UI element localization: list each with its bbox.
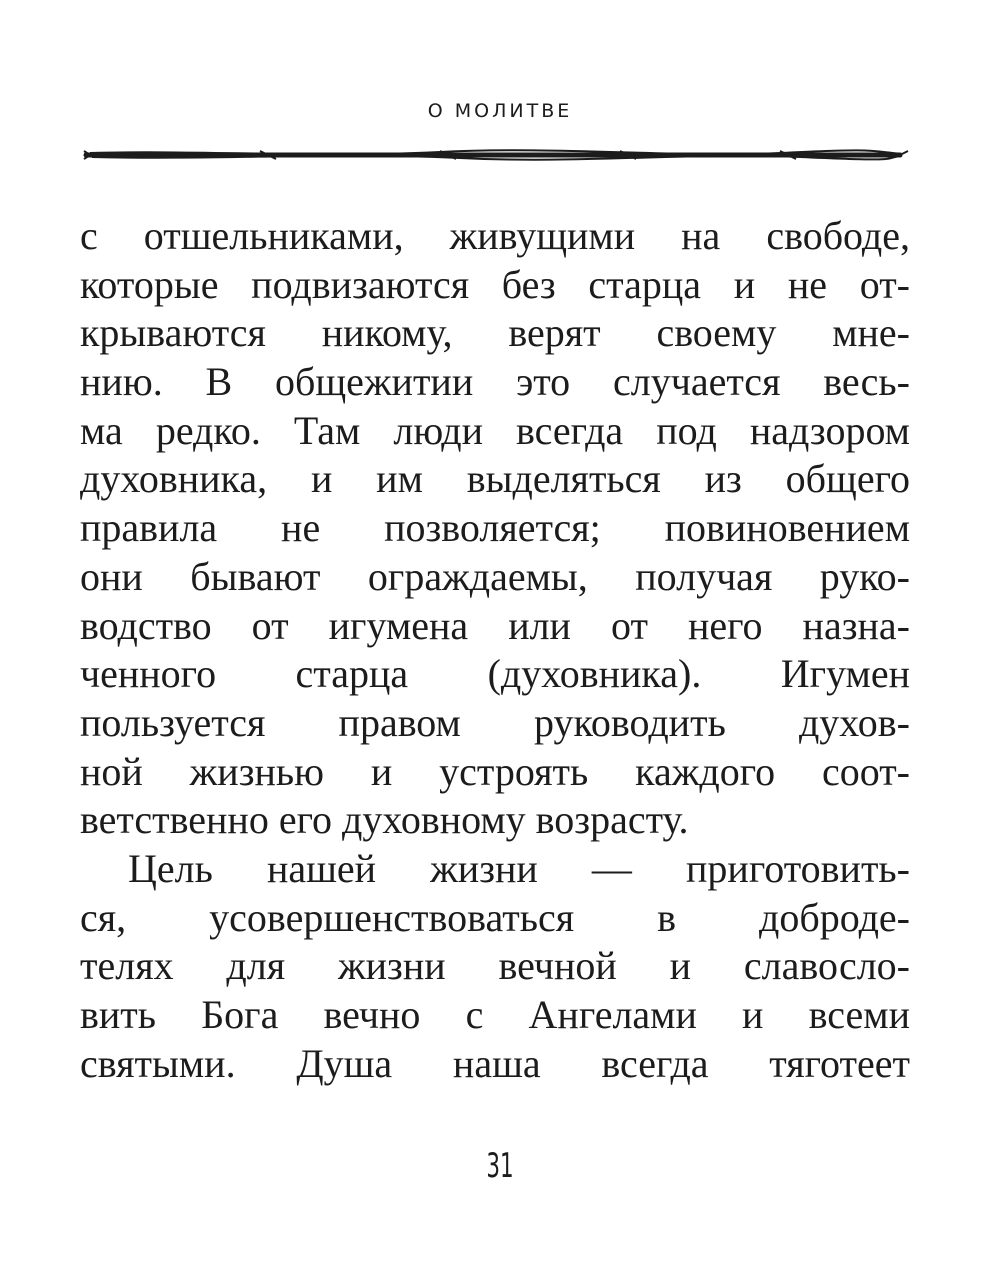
text-line: телях для жизни вечной и славосло- <box>80 943 910 989</box>
text-line: духовника, и им выделяться из общего <box>80 456 910 502</box>
text-line: ветственно его духовному возрасту. <box>80 797 689 843</box>
text-line: крываются никому, верят своему мне- <box>80 310 910 356</box>
text-line: правила не позволяется; повиновением <box>80 505 910 551</box>
ornament-rule <box>80 143 910 167</box>
text-line: водство от игумена или от него назна- <box>80 602 910 648</box>
text-line: они бывают ограждаемы, получая руко- <box>80 553 910 599</box>
text-line: Цель нашей жизни — приготовить- <box>128 845 910 891</box>
text-line: с отшельниками, живущими на свободе, <box>80 213 910 258</box>
text-line: ся, усовершенствоваться в доброде- <box>80 894 910 940</box>
text-line: святыми. Душа наша всегда тяготеет <box>80 1040 910 1086</box>
text-line: ной жизнью и устроять каждого соот- <box>80 748 910 794</box>
text-line: ма редко. Там люди всегда под надзором <box>80 407 910 453</box>
text-line: пользуется правом руководить духов- <box>80 699 910 745</box>
body-text <box>80 212 910 1088</box>
text-line: ченного старца (духовника). Игумен <box>80 651 910 697</box>
page-number: 31 <box>486 1146 514 1186</box>
running-head: О МОЛИТВЕ <box>427 100 573 122</box>
text-line: вить Бога вечно с Ангелами и всеми <box>80 992 910 1037</box>
text-line: нию. В общежитии это случается весь- <box>80 359 910 405</box>
text-line: которые подвизаются без старца и не от- <box>80 261 910 307</box>
